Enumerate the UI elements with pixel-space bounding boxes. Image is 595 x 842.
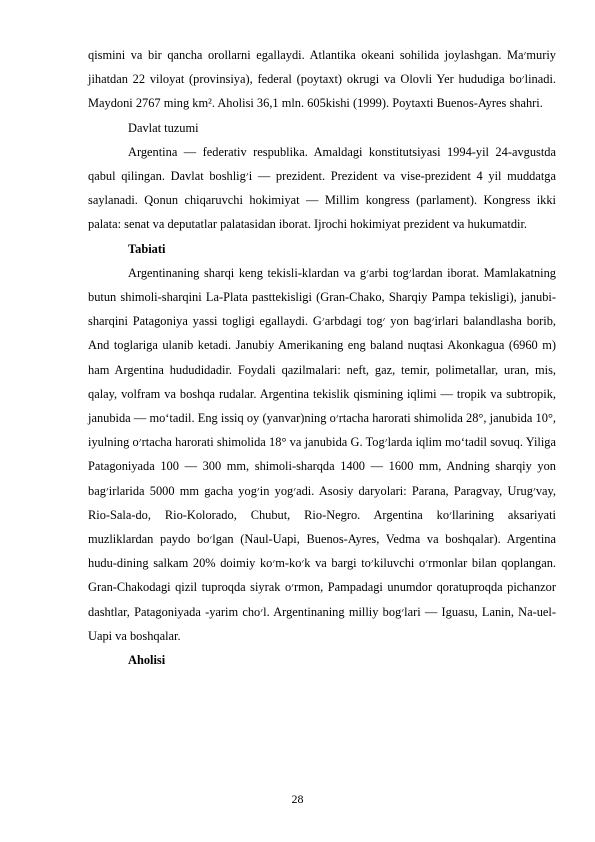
page-number: 28 — [291, 792, 304, 806]
nature-paragraph: Argentinaning sharqi keng tekisli-klardan va g׳arbi tog׳lardan iborat. Mamlakatning butun shimoli-sharqini La-Plata pasttekisligi (Gran-Chako, Sharqiy Pampa tekisligi), janubi-sharqini Patagoniya yassi togligi egallaydi. G׳arbdagi tog׳ yon bag׳irlari balandlasha borib, And toglariga ulanib ketadi. Janubiy Amerikaning eng baland nuqtasi Akonkagua (6960 m) ham Argentina hududidadir. Foydali qazilmalari: neft, gaz, temir, polimetallar, uran, mis, qalay, volfram va boshqa rudalar. Argentina tekislik qismining iqlimi — tropik va subtropik, janubida — mo‘tadil. Eng issiq oy (yanvar)ning o׳rtacha harorati shimolida 28°, janubida 10°, iyulning o׳rtacha harorati shimolida 18° va janubida G. Tog׳larda iqlim mo‘tadil sovuq. Yiliga Patagoniyada 100 — 300 mm, shimoli-sharqda 1400 — 1600 mm, Andning sharqiy yon bag׳irlarida 5000 mm gacha yog׳in yog׳adi. Asosiy daryolari: Parana, Paragvay, Urug׳vay, Rio-Sala-do, Rio-Kolorado, Chubut, Rio-Negro. Argentina ko׳llarining aksariyati muzliklardan paydo bo׳lgan (Naul-Uapi, Buenos-Ayres, Vedma va boshqalar). Argentina hudu-dining salkam 20% doimiy ko׳m-ko׳k va bargi to׳kiluvchi o׳rmonlar bilan qoplangan. Gran-Chakodagi qizil tuproqda siyrak o׳rmon, Pampadagi unumdor qoratuproqda pichanzor dashtlar, Patagoniyada -yarim cho׳l. Argentinaning milliy bog׳lari — Iguasu, Lanin, Na-uel-Uapi va boshqalar. — [88, 265, 557, 643]
government-paragraph: Argentina — federativ respublika. Amaldagi konstitutsiyasi 1994-yil 24-avgustda qabul qilingan. Davlat boshlig׳i — prezident. Prezident va vise-prezident 4 yil muddatga saylanadi. Qonun chiqaruvchi hokimiyat — Millim kongress (parlament). Kongress ikki palata: senat va deputatlar palatasidan iborat. Ijrochi hokimiyat prezident va hukumatdir. — [88, 144, 556, 232]
document-page — [88, 43, 556, 672]
nature-heading: Tabiati — [128, 241, 166, 256]
government-heading: Davlat tuzumi — [128, 120, 199, 135]
population-heading: Aholisi — [128, 653, 166, 668]
intro-paragraph: qismini va bir qancha orollarni egallaydi. Atlantika okeani sohilida joylashgan. Ma׳muriy jihatdan 22 viloyat (provinsiya), federal (poytaxt) okrugi va Olovli Yer hududiga bo׳linadi. Maydoni 2767 ming km². Aholisi 36,1 mln. 605kishi (1999). Poytaxti Buenos-Ayres shahri. — [88, 48, 556, 111]
